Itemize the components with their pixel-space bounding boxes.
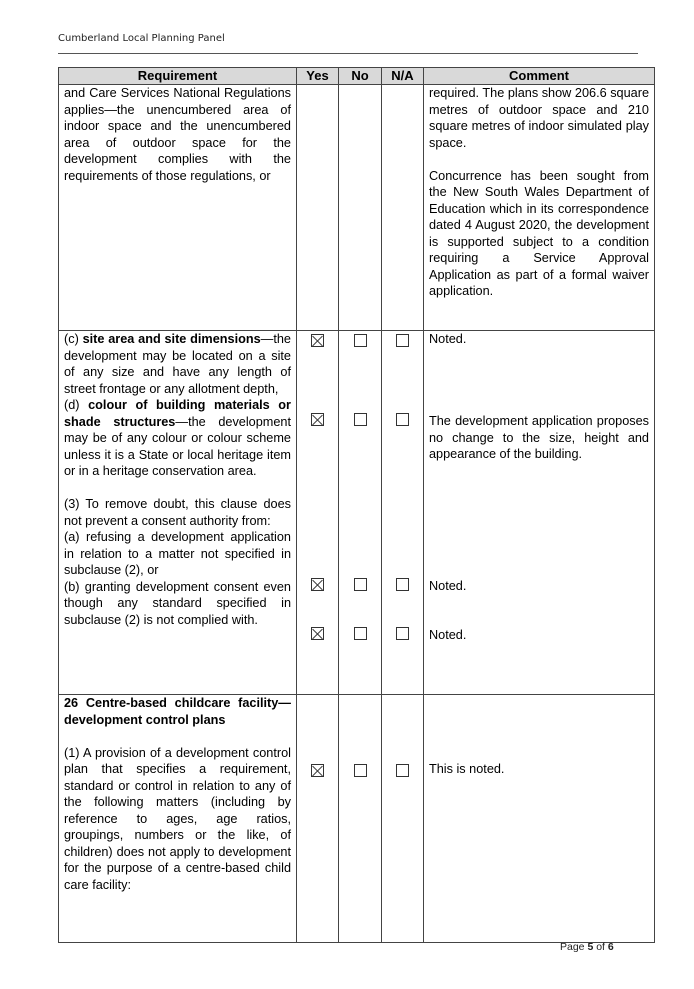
checkbox-icon[interactable] xyxy=(354,578,367,591)
no-cell xyxy=(339,695,382,943)
na-cell xyxy=(382,331,424,695)
requirements-table xyxy=(58,67,655,943)
comment-text: Noted. xyxy=(429,332,467,346)
header-divider xyxy=(58,53,638,54)
clause-3b: (b) granting development consent even though any standard specified in subclause (2) is not complied with. xyxy=(64,579,291,627)
clause-c-prefix: (c) xyxy=(64,332,83,346)
page-number xyxy=(560,941,614,953)
requirement-cell xyxy=(59,331,297,695)
header-no: No xyxy=(339,68,382,85)
checked-checkbox-icon[interactable] xyxy=(311,627,324,640)
checkbox-icon[interactable] xyxy=(354,764,367,777)
table-row xyxy=(59,695,655,943)
clause-3: (3) To remove doubt, this clause does not prevent a consent authority from: xyxy=(64,497,291,528)
requirement-cell xyxy=(59,85,297,331)
checked-checkbox-icon[interactable] xyxy=(311,334,324,347)
checkbox-icon[interactable] xyxy=(396,578,409,591)
checkbox-icon[interactable] xyxy=(396,413,409,426)
checkbox-icon[interactable] xyxy=(396,627,409,640)
header-na: N/A xyxy=(382,68,424,85)
clause-c-text: —the development may be located on a site of any size and have any length of street frontage or any allotment depth, xyxy=(64,332,291,396)
of-word: of xyxy=(596,941,605,953)
clause-c xyxy=(64,331,291,397)
clause-c-heading: site area and site dimensions xyxy=(82,332,261,346)
na-cell xyxy=(382,695,424,943)
checkbox-icon[interactable] xyxy=(354,413,367,426)
document-header: Cumberland Local Planning Panel xyxy=(58,33,225,44)
no-cell xyxy=(339,85,382,331)
comment-text: required. The plans show 206.6 square metres of outdoor space and 210 square metres of indoor simulated play space. xyxy=(429,86,649,150)
yes-cell xyxy=(297,331,339,695)
header-comment: Comment xyxy=(424,68,655,85)
page-word: Page xyxy=(560,941,585,953)
checkbox-icon[interactable] xyxy=(354,627,367,640)
requirement-text: and Care Services National Regulations applies—the unencumbered area of indoor space and the unencumbered area of outdoor space for the development complies with the requirements of those regulations, or xyxy=(64,86,291,183)
comment-cell xyxy=(424,85,655,331)
comment-text: This is noted. xyxy=(429,762,505,776)
section-heading xyxy=(64,695,291,728)
comment-text: Noted. xyxy=(429,628,467,642)
table-row xyxy=(59,85,655,331)
checked-checkbox-icon[interactable] xyxy=(311,578,324,591)
checked-checkbox-icon[interactable] xyxy=(311,764,324,777)
current-page: 5 xyxy=(587,941,594,953)
checkbox-icon[interactable] xyxy=(354,334,367,347)
header-yes: Yes xyxy=(297,68,339,85)
checkbox-icon[interactable] xyxy=(396,334,409,347)
table-header-row xyxy=(59,68,655,85)
comment-text: The development application proposes no change to the size, height and appearance of the building. xyxy=(429,414,649,461)
comment-text: Concurrence has been sought from the New South Wales Department of Education which in its correspondence dated 4 August 2020, the development is supported subject to a condition requiring a Service Approval Application as part of a formal waiver application. xyxy=(429,168,649,298)
requirement-cell xyxy=(59,695,297,943)
yes-cell xyxy=(297,695,339,943)
na-cell xyxy=(382,85,424,331)
clause-d-heading: colour of building materials or shade structures xyxy=(64,398,291,429)
no-cell xyxy=(339,331,382,695)
clause-d xyxy=(64,397,291,480)
clause-d-prefix: (d) xyxy=(64,398,89,412)
clause-3a: (a) refusing a development application in relation to a matter not specified in subclause (2), or xyxy=(64,530,291,577)
yes-cell xyxy=(297,85,339,331)
clause-d-text: —the development may be of any colour or colour scheme unless it is a State or local heritage item or in a heritage conservation area. xyxy=(64,414,291,478)
comment-cell xyxy=(424,695,655,943)
checkbox-icon[interactable] xyxy=(396,764,409,777)
checked-checkbox-icon[interactable] xyxy=(311,413,324,426)
header-requirement: Requirement xyxy=(59,68,297,85)
clause-1: (1) A provision of a development control plan that specifies a requirement, standard or control in relation to any of the following matters (including by reference to ages, age ratios, groupings, numbers or the like, of children) does not apply to development for the purpose of a centre-based child care facility: xyxy=(64,745,291,892)
comment-text: Noted. xyxy=(429,579,467,593)
comment-cell xyxy=(424,331,655,695)
table-row xyxy=(59,331,655,695)
total-pages: 6 xyxy=(607,941,614,953)
section-heading-text: 26 Centre-based childcare facility—development control plans xyxy=(64,696,291,727)
